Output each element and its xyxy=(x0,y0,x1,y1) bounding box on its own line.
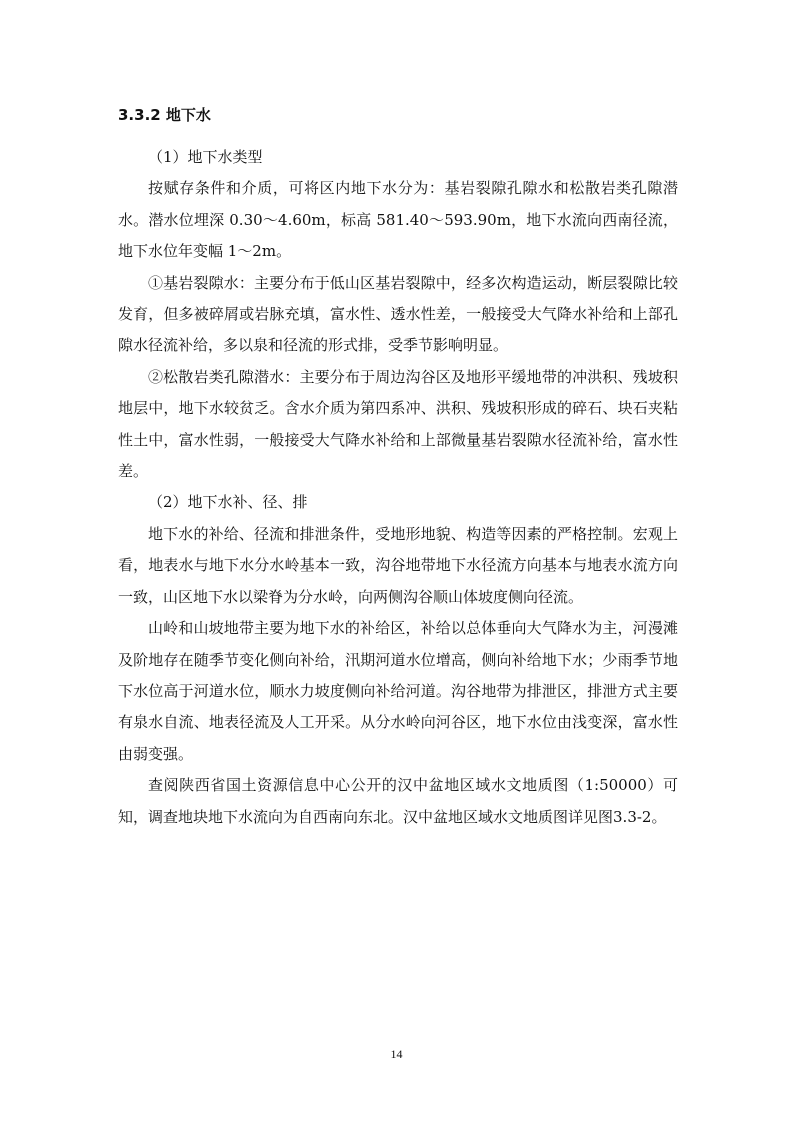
paragraph-bedrock-fissure-water: ①基岩裂隙水：主要分布于低山区基岩裂隙中，经多次构造运动，断层裂隙比较发育，但多被碎屑或岩脉充填，富水性、透水性差，一般接受大气降水补给和上部孔隙水径流补给，多以泉和径流的形式排，受季节影响明显。 xyxy=(118,273,678,355)
subheading-groundwater-type: （1）地下水类型 xyxy=(148,148,263,166)
paragraph-groundwater-classification: 按赋存条件和介质，可将区内地下水分为：基岩裂隙孔隙水和松散岩类孔隙潜水。潜水位埋深 0.30～4.60m，标高 581.40～593.90m，地下水流向西南径流，地下水位年变幅 1～2m。 xyxy=(118,179,678,261)
paragraph-recharge-zones: 山岭和山坡地带主要为地下水的补给区，补给以总体垂向大气降水为主，河漫滩及阶地存在随季节变化侧向补给，汛期河道水位增高，侧向补给地下水；少雨季节地下水位高于河道水位，顺水力坡度侧向补给河道。沟谷地带为排泄区，排泄方式主要有泉水自流、地表径流及人工开采。从分水岭向河谷区，地下水位由浅变深，富水性由弱变强。 xyxy=(118,619,678,763)
paragraph-flow-direction: 查阅陕西省国土资源信息中心公开的汉中盆地区域水文地质图（1:50000）可知，调查地块地下水流向为自西南向东北。汉中盆地区域水文地质图详见图3.3-2。 xyxy=(118,776,678,826)
section-heading: 3.3.2 地下水 xyxy=(118,106,211,124)
page-content xyxy=(118,104,678,833)
paragraph-recharge-conditions: 地下水的补给、径流和排泄条件，受地形地貌、构造等因素的严格控制。宏观上看，地表水与地下水分水岭基本一致，沟谷地带地下水径流方向基本与地表水流方向一致，山区地下水以梁脊为分水岭，向两侧沟谷顺山体坡度侧向径流。 xyxy=(118,524,678,606)
page-number: 14 xyxy=(390,1047,403,1061)
paragraph-loose-rock-pore-water: ②松散岩类孔隙潜水：主要分布于周边沟谷区及地形平缓地带的冲洪积、残坡积地层中，地下水较贫乏。含水介质为第四系冲、洪积、残坡积形成的碎石、块石夹粘性土中，富水性弱，一般接受大气降水补给和上部微量基岩裂隙水径流补给，富水性差。 xyxy=(118,367,678,481)
subheading-recharge-runoff-discharge: （2）地下水补、径、排 xyxy=(148,493,308,512)
